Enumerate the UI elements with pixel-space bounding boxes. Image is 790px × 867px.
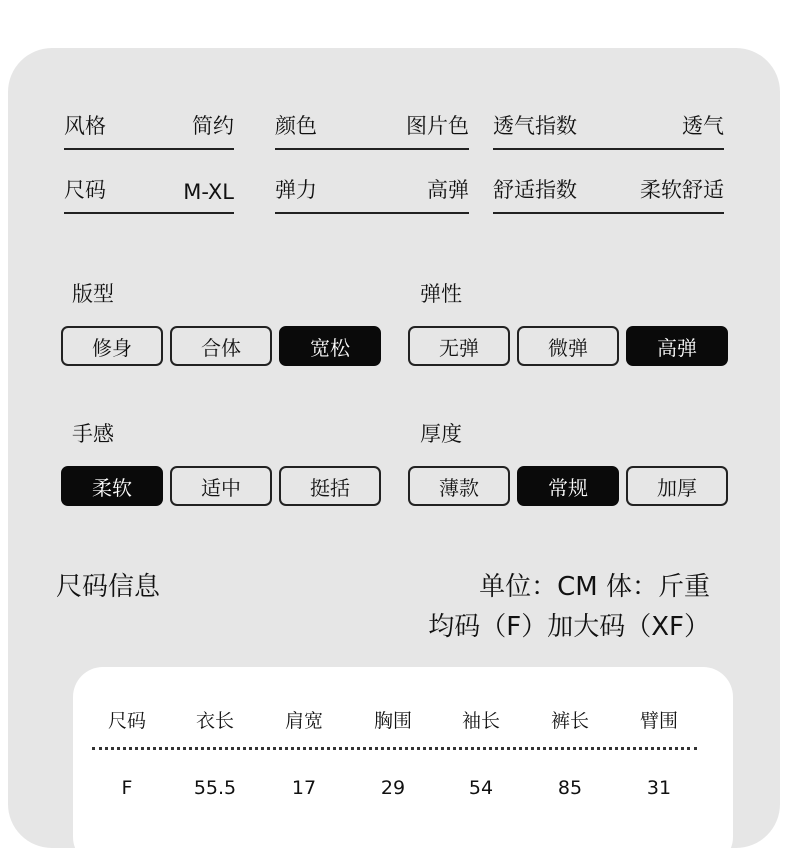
chip-feel-stiff[interactable]: 挺括 bbox=[279, 466, 381, 506]
attr-size bbox=[64, 174, 234, 214]
chip-elasticity-slight[interactable]: 微弹 bbox=[517, 326, 619, 366]
attr-comfort bbox=[493, 174, 724, 214]
attr-label: 弹力 bbox=[275, 178, 317, 202]
chip-thickness-regular[interactable]: 常规 bbox=[517, 466, 619, 506]
chip-thickness-thick[interactable]: 加厚 bbox=[626, 466, 728, 506]
chip-thickness-thin[interactable]: 薄款 bbox=[408, 466, 510, 506]
size-code-line: 均码（F）加大码（XF） bbox=[428, 612, 710, 642]
attr-value: 高弹 bbox=[427, 178, 469, 202]
group-title-fit: 版型 bbox=[72, 282, 114, 306]
attr-value: 透气 bbox=[682, 114, 724, 138]
cell-arm: 31 bbox=[646, 777, 672, 799]
chip-feel-soft[interactable]: 柔软 bbox=[61, 466, 163, 506]
chip-elasticity-none[interactable]: 无弹 bbox=[408, 326, 510, 366]
attr-breathability bbox=[493, 110, 724, 150]
dotted-divider bbox=[92, 747, 697, 750]
cell-shoulder: 17 bbox=[291, 777, 317, 799]
attr-color bbox=[275, 110, 469, 150]
header-chest: 胸围 bbox=[373, 710, 412, 732]
header-sleeve: 袖长 bbox=[461, 710, 500, 732]
group-title-elasticity: 弹性 bbox=[420, 282, 462, 306]
cell-chest: 29 bbox=[380, 777, 406, 799]
attr-label: 尺码 bbox=[64, 178, 106, 202]
attr-value: 图片色 bbox=[406, 114, 469, 138]
size-info-title: 尺码信息 bbox=[56, 572, 161, 602]
cell-size: F bbox=[121, 777, 133, 799]
chip-elasticity-high[interactable]: 高弹 bbox=[626, 326, 728, 366]
cell-length: 55.5 bbox=[193, 777, 237, 799]
chip-fit-regular[interactable]: 合体 bbox=[170, 326, 272, 366]
cell-pants-length: 85 bbox=[557, 777, 583, 799]
attr-label: 颜色 bbox=[275, 114, 317, 138]
attr-label: 风格 bbox=[64, 114, 106, 138]
cell-sleeve: 54 bbox=[468, 777, 494, 799]
attr-value: M-XL bbox=[183, 180, 234, 204]
size-table bbox=[73, 667, 733, 867]
chip-fit-loose[interactable]: 宽松 bbox=[279, 326, 381, 366]
attr-elasticity bbox=[275, 174, 469, 214]
attr-label: 透气指数 bbox=[493, 114, 577, 138]
header-length: 衣长 bbox=[195, 710, 234, 732]
chip-fit-slim[interactable]: 修身 bbox=[61, 326, 163, 366]
header-size: 尺码 bbox=[107, 710, 146, 732]
chip-feel-medium[interactable]: 适中 bbox=[170, 466, 272, 506]
header-arm: 臂围 bbox=[639, 710, 678, 732]
attr-style bbox=[64, 110, 234, 150]
attr-value: 简约 bbox=[192, 114, 234, 138]
attr-label: 舒适指数 bbox=[493, 178, 577, 202]
attr-value: 柔软舒适 bbox=[640, 178, 724, 202]
group-title-hand-feel: 手感 bbox=[72, 422, 114, 446]
header-pants-length: 裤长 bbox=[550, 710, 589, 732]
unit-line: 单位：CM 体：斤重 bbox=[479, 572, 710, 602]
header-shoulder: 肩宽 bbox=[284, 710, 323, 732]
group-title-thickness: 厚度 bbox=[420, 422, 462, 446]
